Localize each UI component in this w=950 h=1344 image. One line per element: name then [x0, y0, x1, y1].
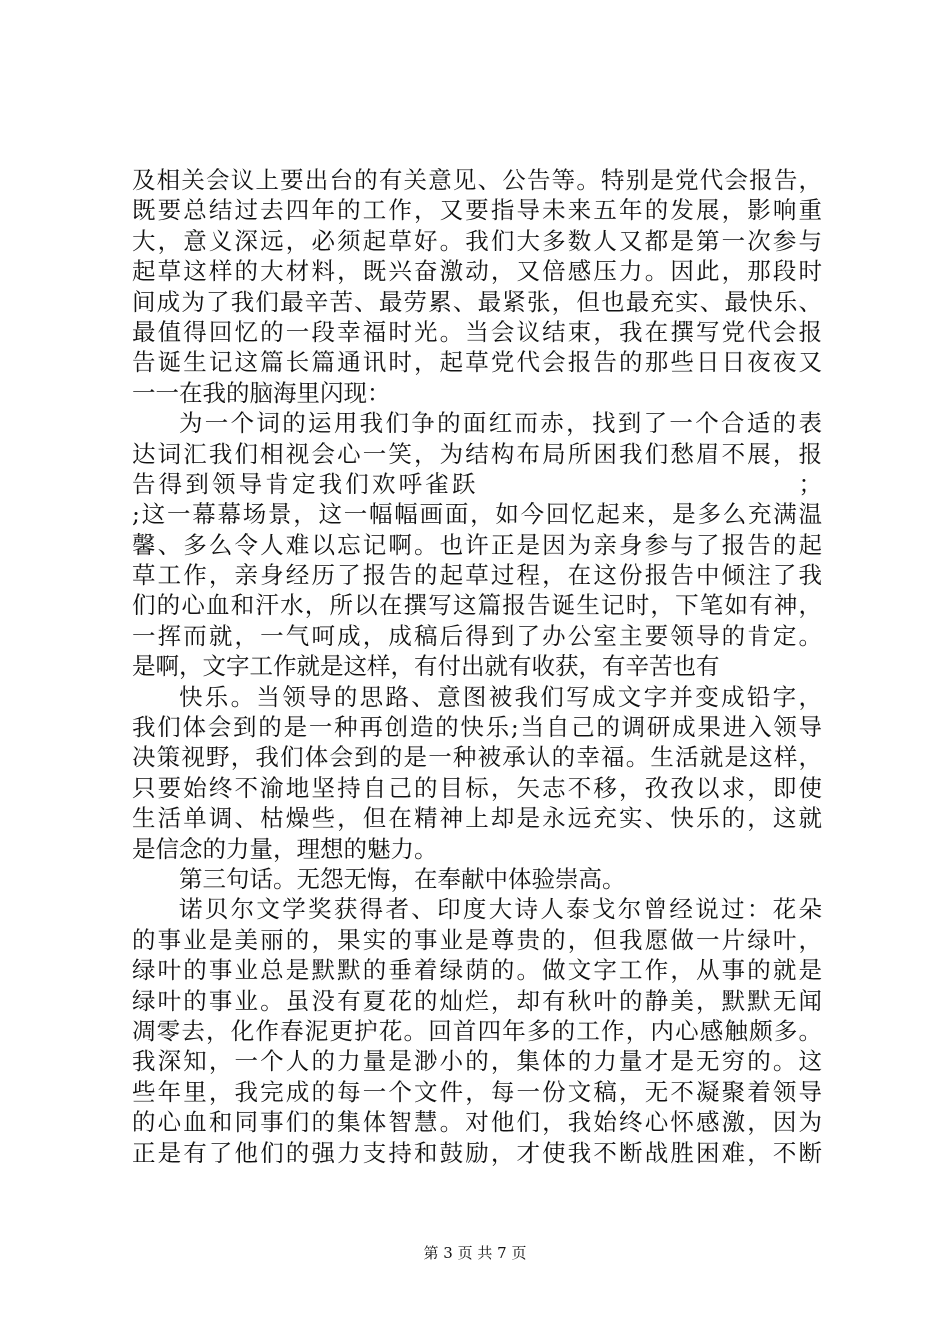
- text-line: 些年里，我完成的每一个文件，每一份文稿，无不凝聚着领导: [132, 1077, 822, 1106]
- text-line: 快乐。当领导的思路、意图被我们写成文字并变成铅字，: [179, 682, 822, 711]
- text-line: 是信念的力量，理想的魅力。: [132, 834, 438, 863]
- text-line: 只要始终不渝地坚持自己的目标，矢志不移，孜孜以求，即使: [132, 773, 822, 802]
- text-line: 达词汇我们相视会心一笑，为结构布局所困我们愁眉不展，报: [132, 439, 822, 468]
- text-line: 的事业是美丽的，果实的事业是尊贵的，但我愿做一片绿叶，: [132, 925, 822, 954]
- text-line: 凋零去，化作春泥更护花。回首四年多的工作，内心感触颇多。: [132, 1016, 822, 1045]
- text-line: 正是有了他们的强力支持和鼓励，才使我不断战胜困难，不断: [132, 1138, 822, 1167]
- text-line: 决策视野，我们体会到的是一种被承认的幸福。生活就是这样，: [132, 743, 822, 772]
- text-line: 既要总结过去四年的工作，又要指导未来五年的发展，影响重: [132, 196, 822, 225]
- text-line: 绿叶的事业总是默默的垂着绿荫的。做文字工作，从事的就是: [132, 956, 822, 985]
- text-line: 大，意义深远，必须起草好。我们大多数人又都是第一次参与: [132, 226, 822, 255]
- text-line: 告诞生记这篇长篇通讯时，起草党代会报告的那些日日夜夜又: [132, 348, 822, 377]
- text-line: 我深知，一个人的力量是渺小的，集体的力量才是无穷的。这: [132, 1047, 822, 1076]
- text-line: 绿叶的事业。虽没有夏花的灿烂，却有秋叶的静美，默默无闻: [132, 986, 822, 1015]
- text-line: 及相关会议上要出台的有关意见、公告等。特别是党代会报告，: [132, 166, 822, 194]
- text-line: 间成为了我们最辛苦、最劳累、最紧张，但也最充实、最快乐、: [132, 287, 822, 316]
- text-line: ;这一幕幕场景，这一幅幅画面，如今回忆起来，是多么充满温: [132, 500, 822, 529]
- text-line: 一挥而就，一气呵成，成稿后得到了办公室主要领导的肯定。: [132, 621, 822, 650]
- text-line: 是啊，文字工作就是这样，有付出就有收获，有辛苦也有: [132, 652, 720, 681]
- text-line: 草工作，亲身经历了报告的起草过程，在这份报告中倾注了我: [132, 561, 822, 590]
- document-body: [132, 165, 822, 1168]
- text-line: 生活单调、枯燥些，但在精神上却是永远充实、快乐的，这就: [132, 804, 822, 833]
- text-line: 一一在我的脑海里闪现：: [132, 378, 391, 407]
- page-footer: 第 3 页 共 7 页: [423, 1244, 527, 1262]
- text-line: 的心血和同事们的集体智慧。对他们，我始终心怀感激，因为: [132, 1108, 822, 1137]
- text-line: 我们体会到的是一种再创造的快乐;当自己的调研成果进入领导: [132, 713, 822, 742]
- text-line: 们的心血和汗水，所以在撰写这篇报告诞生记时，下笔如有神，: [132, 591, 822, 620]
- text-line: 馨、多么令人难以忘记啊。也许正是因为亲身参与了报告的起: [132, 530, 822, 559]
- text-line: 起草这样的大材料，既兴奋激动，又倍感压力。因此，那段时: [132, 257, 822, 286]
- text-line: 告得到领导肯定我们欢呼雀跃 ；: [132, 469, 822, 498]
- text-line: 第三句话。无怨无悔，在奉献中体验崇高。: [179, 864, 626, 893]
- text-line: 最值得回忆的一段幸福时光。当会议结束，我在撰写党代会报: [132, 317, 822, 346]
- text-line: 为一个词的运用我们争的面红而赤，找到了一个合适的表: [179, 409, 822, 438]
- text-line: 诺贝尔文学奖获得者、印度大诗人泰戈尔曾经说过：花朵: [179, 895, 822, 924]
